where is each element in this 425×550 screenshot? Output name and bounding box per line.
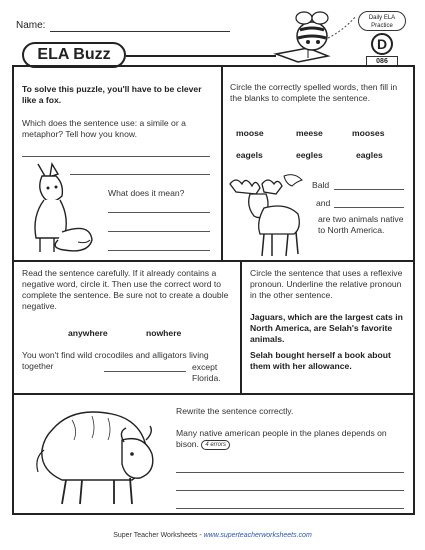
q2-word-eagles[interactable]: eagles [356, 150, 383, 160]
bee-reading-icon [268, 8, 364, 64]
q4-sentence-a[interactable]: Jaguars, which are the largest cats in North America, are Selah's favorite animals. [250, 312, 403, 344]
q2-word-mooses[interactable]: mooses [352, 128, 385, 138]
footer-brand: Super Teacher Worksheets - [113, 532, 204, 539]
q3-choice-nowhere[interactable]: nowhere [146, 328, 182, 338]
q3-instruction: Read the sentence carefully. If it already contains a negative word, circle it. Then use the correct word to complete the sentence. Be sure not to create a double negative. [22, 268, 229, 311]
q2-word-moose[interactable]: moose [236, 128, 264, 138]
q3-blank[interactable] [104, 371, 186, 372]
footer [0, 532, 425, 539]
q2-blank-1[interactable] [334, 189, 404, 190]
q3-sentence-part1: You won't find wild crocodiles and alligators living together [22, 350, 209, 371]
q1-question: Which does the sentence use: a simile or a metaphor? Tell how you know. [22, 118, 186, 139]
badge-letter: D [371, 33, 393, 55]
q1-answer-line-5[interactable] [108, 250, 210, 251]
q5-sentence-wrap [176, 428, 408, 450]
q1-answer-line-4[interactable] [108, 231, 210, 232]
q2-word-eegles[interactable]: eegles [296, 150, 323, 160]
q3-choice-anywhere[interactable]: anywhere [68, 328, 108, 338]
divider-bottom-vertical [240, 260, 242, 394]
q2-blank-2[interactable] [334, 207, 404, 208]
q4-instruction: Circle the sentence that uses a reflexive pronoun. Underline the relative pronoun in the other sentence. [250, 268, 403, 300]
q5-answer-line-1[interactable] [176, 472, 404, 473]
page-title: ELA Buzz [22, 42, 126, 68]
q1-answer-line-3[interactable] [108, 212, 210, 213]
q4-sentence-b[interactable]: Selah bought herself a book about them with her allowance. [250, 350, 391, 371]
title-divider [126, 55, 276, 57]
q3-sentence-part2: except Florida. [192, 362, 221, 383]
q1-followup: What does it mean? [108, 188, 185, 198]
q2-word-eagels[interactable]: eagels [236, 150, 263, 160]
q2-word-meese[interactable]: meese [296, 128, 323, 138]
q1-intro: To solve this puzzle, you'll have to be clever like a fox. [22, 84, 202, 105]
q5-sentence: Many native american people in the planes depends on bison. [176, 428, 387, 449]
q2-instruction: Circle the correctly spelled words, then fill in the blanks to complete the sentence. [230, 82, 398, 103]
q2-fill-label-3: are two animals native to North America. [318, 214, 404, 235]
divider-top-vertical [221, 65, 223, 261]
q2-fill-label-1: Bald [312, 180, 330, 190]
footer-url-link[interactable]: www.superteacherworksheets.com [203, 532, 312, 539]
q2-fill-label-2: and [316, 198, 331, 208]
badge-number: 086 [366, 56, 398, 67]
daily-ela-badge: Daily ELA Practice [358, 11, 406, 31]
name-label: Name: [16, 20, 46, 31]
divider-middle [12, 260, 415, 262]
name-input-line[interactable] [50, 31, 230, 32]
q5-instruction: Rewrite the sentence correctly. [176, 406, 294, 416]
divider-lower [12, 393, 415, 395]
bison-icon [22, 400, 168, 512]
q5-errors-badge: 4 errors [201, 440, 230, 450]
q5-answer-line-2[interactable] [176, 490, 404, 491]
fox-icon [18, 160, 100, 258]
q1-answer-line-1[interactable] [22, 156, 210, 157]
moose-icon [226, 174, 310, 258]
q5-answer-line-3[interactable] [176, 508, 404, 509]
